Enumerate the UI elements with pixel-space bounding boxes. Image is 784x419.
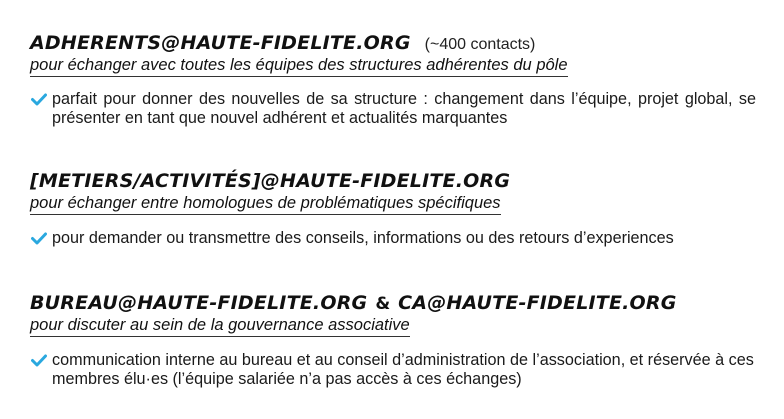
bullet-item <box>30 351 756 389</box>
section-subtitle: pour discuter au sein de la gouvernance associative <box>30 316 410 337</box>
contacts-note: (~400 contacts) <box>424 36 536 53</box>
bullet-item <box>30 90 756 128</box>
section-metiers <box>30 170 756 248</box>
bullet-text: communication interne au bureau et au conseil d’administration de l’association, et réservée à ces membres élu·es (l’équipe salariée n’a pas accès à ces échanges) <box>52 351 754 388</box>
check-icon <box>31 354 47 367</box>
section-adherents <box>30 32 756 128</box>
section-gouvernance <box>30 292 756 389</box>
section-subtitle: pour échanger entre homologues de problématiques spécifiques <box>30 194 501 215</box>
check-icon <box>31 93 47 106</box>
address-line <box>30 292 756 314</box>
email-address: ADHERENTS@HAUTE-FIDELITE.ORG <box>30 32 411 54</box>
email-address-bureau: BUREAU@HAUTE-FIDELITE.ORG <box>30 292 368 314</box>
email-address: [METIERS/ACTIVITÉS]@HAUTE-FIDELITE.ORG <box>30 170 511 192</box>
bullet-text: pour demander ou transmettre des conseils, informations ou des retours d’experiences <box>52 229 674 247</box>
bullet-item <box>30 229 756 248</box>
ampersand-separator: & <box>375 294 391 314</box>
email-address-ca: CA@HAUTE-FIDELITE.ORG <box>398 292 677 314</box>
address-line <box>30 32 756 54</box>
section-subtitle: pour échanger avec toutes les équipes des structures adhérentes du pôle <box>30 56 568 77</box>
address-line <box>30 170 756 192</box>
check-icon <box>31 232 47 245</box>
bullet-text: parfait pour donner des nouvelles de sa structure : changement dans l’équipe, projet global, se présenter en tant que nouvel adhérent et actualités marquantes <box>52 90 756 127</box>
